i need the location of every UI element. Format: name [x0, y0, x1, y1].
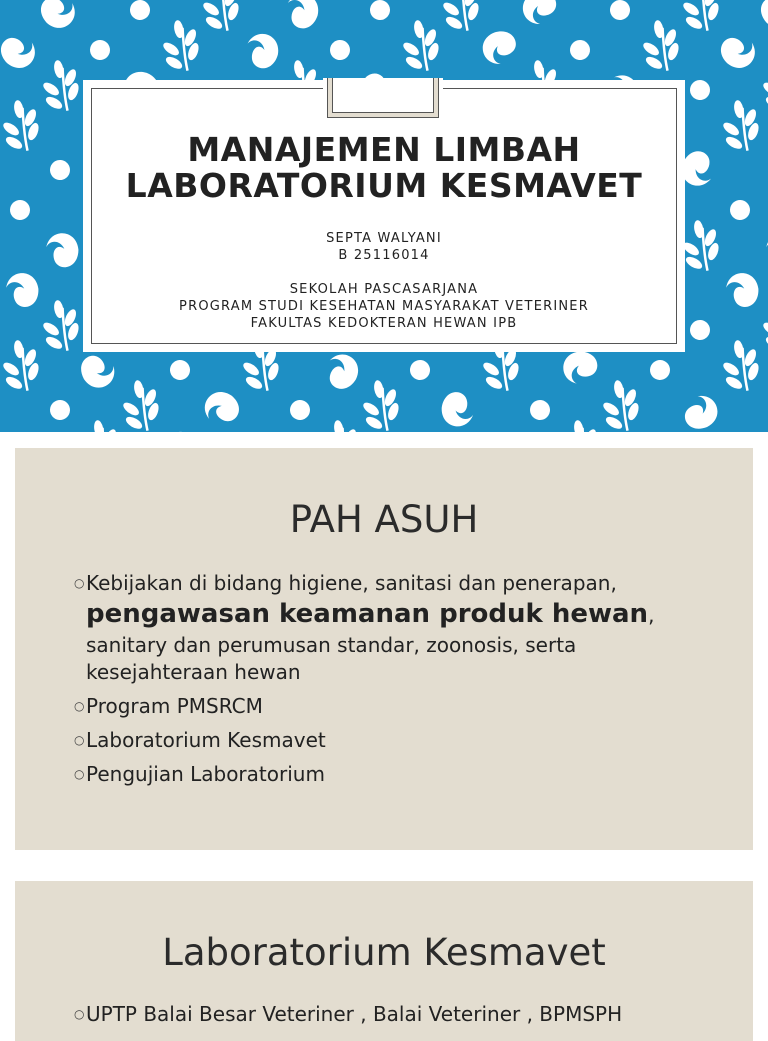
title-line-2: LABORATORIUM KESMAVET: [125, 166, 643, 205]
bullet-icon: ○: [74, 576, 85, 590]
list-item: ○ Pengujian Laboratorium: [74, 762, 325, 786]
bullet-icon: ○: [74, 699, 85, 713]
title-card: [83, 80, 685, 352]
list-item: ○ Laboratorium Kesmavet: [74, 728, 326, 752]
title-slide: [0, 0, 768, 432]
author-name: SEPTA WALYANI: [326, 231, 442, 246]
slide-pah-asuh: [15, 448, 753, 850]
student-id: B 25116014: [338, 248, 430, 263]
title-line-1: MANAJEMEN LIMBAH: [187, 130, 581, 169]
bullet-icon: ○: [74, 733, 85, 747]
bullet-icon: ○: [74, 1007, 85, 1021]
school-name: SEKOLAH PASCASARJANA: [289, 282, 479, 297]
program-name: PROGRAM STUDI KESEHATAN MASYARAKAT VETERINER: [179, 299, 589, 314]
slide-laboratorium-kesmavet: [15, 881, 753, 1041]
bullet-list: [75, 1001, 703, 1035]
slide-title: PAH ASUH: [289, 498, 479, 541]
bullet-list: [75, 570, 703, 795]
bullet-icon: ○: [74, 767, 85, 781]
presentation-subtitle: [83, 230, 685, 332]
list-item: ○ UPTP Balai Besar Veteriner , Balai Veteriner , BPMSPH: [74, 1002, 623, 1026]
presentation-title: [83, 132, 685, 204]
list-item: ○ Program PMSRCM: [74, 694, 263, 718]
slide-title: Laboratorium Kesmavet: [162, 931, 606, 974]
list-item: ○ Kebijakan di bidang higiene, sanitasi dan penerapan, pengawasan keamanan produk hewan, sanitary dan perumusan standar, zoonosis, serta kesejahteraan hewan: [74, 571, 655, 684]
title-card-tab: [323, 78, 443, 122]
faculty-name: FAKULTAS KEDOKTERAN HEWAN IPB: [250, 316, 518, 331]
emphasis-text: pengawasan keamanan produk hewan: [86, 599, 649, 629]
